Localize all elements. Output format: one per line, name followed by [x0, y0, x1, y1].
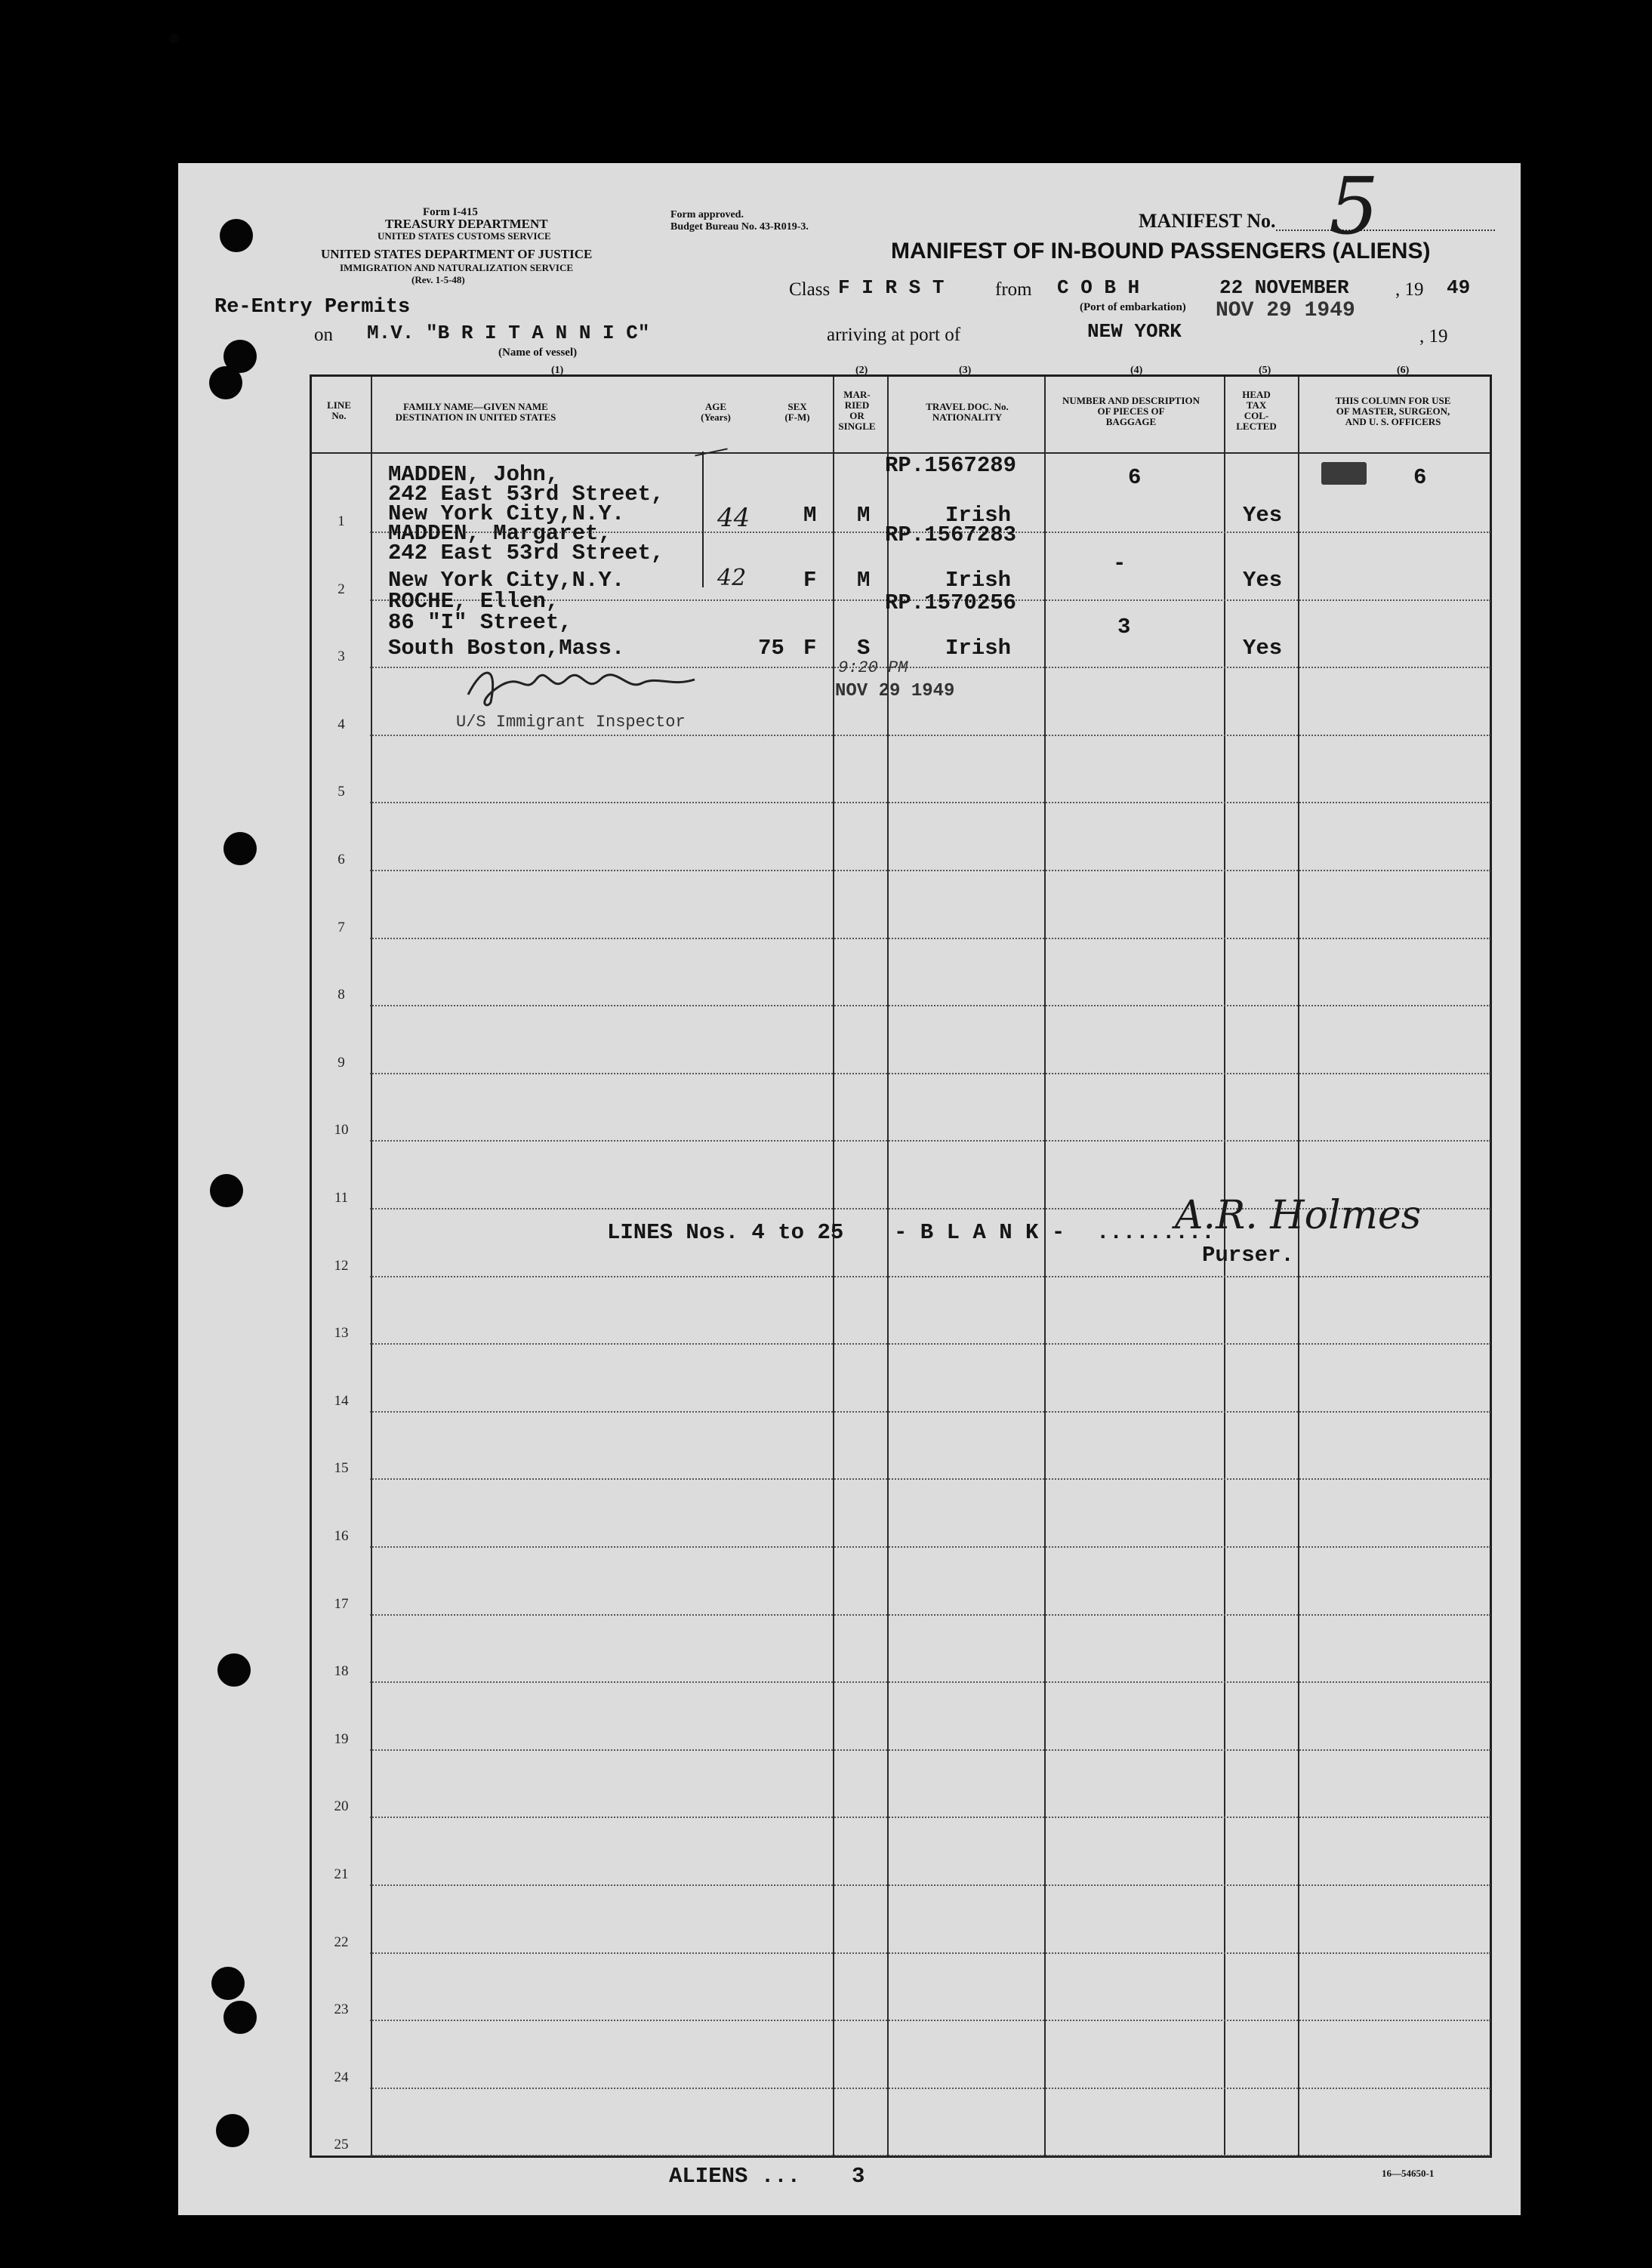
arrival-stamp-date: NOV 29 1949: [1216, 299, 1355, 322]
row-divider: [370, 2020, 1490, 2022]
line-number: 3: [337, 649, 345, 664]
row-divider: [370, 2088, 1490, 2090]
passenger-nationality: Irish: [945, 636, 1012, 661]
passenger-sex: F: [803, 636, 817, 661]
row-divider: [370, 1005, 1490, 1007]
inspector-signature-mark: [453, 657, 725, 710]
from-label: from: [995, 279, 1032, 300]
passenger-doc: RP.1567289: [885, 453, 1017, 478]
officer-stamp: [1321, 462, 1367, 485]
header-officers: THIS COLUMN FOR USE OF MASTER, SURGEON, AND U. S. OFFICERS: [1335, 395, 1451, 427]
passenger-address: 86 "I" Street,: [388, 610, 572, 635]
form-approved: Form approved.: [670, 209, 744, 220]
row-divider: [370, 870, 1490, 872]
class-value: F I R S T: [838, 276, 945, 299]
line-number: 17: [334, 1596, 349, 1612]
row-divider: [370, 1478, 1490, 1481]
row-divider: [370, 938, 1490, 940]
passenger-marital: M: [857, 503, 871, 528]
punch-hole: [169, 33, 180, 44]
punch-hole: [211, 1967, 245, 2000]
age-bracket: [702, 451, 704, 587]
line-number: 15: [334, 1460, 349, 1476]
purser-label: Purser.: [1202, 1243, 1294, 1268]
form-number: Form I-415: [423, 206, 478, 218]
arriving-label: arriving at port of: [827, 325, 961, 345]
punch-hole: [220, 219, 253, 252]
line-number: 12: [334, 1258, 349, 1274]
line-number: 18: [334, 1663, 349, 1679]
row-divider: [370, 1073, 1490, 1075]
line-number: 24: [334, 2069, 349, 2085]
header-headtax: HEAD TAX COL- LECTED: [1236, 389, 1277, 432]
col-num: (6): [1397, 365, 1410, 376]
inspection-stamp-date: NOV 29 1949: [835, 681, 955, 701]
passenger-name: MADDEN, Margaret,: [388, 521, 612, 546]
aliens-total-count: 3: [852, 2164, 865, 2189]
year-stub: , 19: [1419, 326, 1448, 347]
col-divider: [1044, 377, 1046, 2156]
line-number: 4: [337, 716, 345, 732]
row-divider: [370, 1749, 1490, 1752]
row-divider: [370, 2155, 1490, 2157]
signature-dots: .........: [1096, 1220, 1215, 1245]
col-num: (4): [1130, 365, 1143, 376]
col-divider: [833, 377, 834, 2156]
line-number: 23: [334, 2001, 349, 2017]
row-divider: [370, 802, 1490, 804]
form-revision: (Rev. 1-5-48): [411, 274, 465, 285]
line-number: 16: [334, 1528, 349, 1544]
passenger-sex: M: [803, 503, 817, 528]
reentry-permits: Re-Entry Permits: [214, 296, 411, 319]
line-number: 5: [337, 784, 345, 800]
manifest-no-label: MANIFEST No.: [1139, 210, 1276, 232]
passenger-baggage: 6: [1128, 465, 1142, 490]
row-divider: [370, 1817, 1490, 1819]
passenger-baggage: -: [1113, 551, 1127, 576]
justice-dept: UNITED STATES DEPARTMENT OF JUSTICE: [321, 247, 593, 261]
punch-hole: [223, 2001, 257, 2034]
passenger-baggage: 3: [1117, 615, 1131, 639]
purser-signature: A.R. Holmes: [1175, 1193, 1422, 1238]
line-number: 11: [334, 1190, 349, 1206]
inspector-caption: U/S Immigrant Inspector: [456, 713, 686, 732]
col-num: (3): [959, 365, 972, 376]
manifest-no-line: [1276, 230, 1495, 231]
header-sex: SEX (F-M): [784, 401, 810, 423]
passenger-address: South Boston,Mass.: [388, 636, 625, 661]
class-label: Class: [789, 279, 831, 300]
passenger-age: 75: [758, 636, 784, 661]
col-divider: [371, 377, 372, 2156]
on-label: on: [314, 325, 333, 345]
inspection-stamp-time: 9:20 PM: [838, 658, 908, 677]
port-embark-caption: (Port of embarkation): [1080, 301, 1186, 313]
line-number: 13: [334, 1325, 349, 1341]
passenger-marital: S: [857, 636, 871, 661]
punch-hole: [209, 366, 242, 399]
passenger-headtax: Yes: [1243, 636, 1283, 661]
col-num: (5): [1259, 365, 1271, 376]
passenger-age: 42: [717, 565, 747, 591]
row-divider: [370, 735, 1490, 737]
sailing-year: 49: [1447, 276, 1471, 299]
footer-code: 16—54650-1: [1382, 2168, 1435, 2179]
header-line-no: LINE No.: [327, 399, 351, 421]
header-age: AGE (Years): [701, 401, 731, 423]
punch-hole: [223, 832, 257, 865]
row-divider: [370, 1343, 1490, 1345]
line-number: 10: [334, 1122, 349, 1138]
passenger-doc: RP.1567283: [885, 522, 1017, 547]
line-number: 25: [334, 2137, 349, 2152]
officer-note: 6: [1413, 465, 1427, 490]
from-value: C O B H: [1057, 276, 1140, 299]
passenger-doc: RP.1570256: [885, 590, 1017, 615]
passenger-age: 44: [717, 503, 750, 533]
manifest-title: MANIFEST OF IN-BOUND PASSENGERS (ALIENS): [891, 239, 1431, 263]
line-number: 1: [337, 513, 345, 529]
budget-bureau: Budget Bureau No. 43-R019-3.: [670, 221, 809, 233]
aliens-total-label: ALIENS ...: [669, 2164, 801, 2189]
row-divider: [370, 1411, 1490, 1413]
row-divider: [370, 1614, 1490, 1616]
blank-marker: - B L A N K -: [894, 1220, 1065, 1245]
passenger-sex: F: [803, 568, 817, 593]
header-name: FAMILY NAME—GIVEN NAME DESTINATION IN UNITED STATES: [395, 401, 556, 423]
header-married: MAR- RIED OR SINGLE: [838, 389, 876, 432]
col-divider: [1298, 377, 1299, 2156]
passenger-nationality: Irish: [945, 503, 1012, 528]
line-number: 6: [337, 852, 345, 867]
line-number: 21: [334, 1866, 349, 1882]
vessel-name: M.V. "B R I T A N N I C": [367, 322, 650, 344]
sailing-date: 22 NOVEMBER: [1219, 276, 1349, 299]
manifest-number: 5: [1329, 160, 1379, 252]
header-baggage: NUMBER AND DESCRIPTION OF PIECES OF BAGGAGE: [1062, 395, 1200, 427]
line-number: 14: [334, 1393, 349, 1409]
header-travel: TRAVEL DOC. No. NATIONALITY: [926, 401, 1009, 423]
passenger-name: MADDEN, John,: [388, 462, 559, 487]
line-number: 22: [334, 1934, 349, 1950]
line-number: 19: [334, 1731, 349, 1747]
inspector-signature: [453, 657, 725, 710]
passenger-address: 242 East 53rd Street,: [388, 482, 664, 507]
col-num: (1): [551, 365, 564, 376]
line-number: 7: [337, 920, 345, 935]
passenger-headtax: Yes: [1243, 503, 1283, 528]
punch-hole: [216, 2114, 249, 2147]
row-divider: [370, 1884, 1490, 1887]
col-divider: [887, 377, 889, 2156]
passenger-address: 242 East 53rd Street,: [388, 541, 664, 565]
passenger-nationality: Irish: [945, 568, 1012, 593]
row-divider: [370, 1140, 1490, 1142]
passenger-marital: M: [857, 568, 871, 593]
year-prefix: , 19: [1395, 279, 1424, 300]
vessel-caption: (Name of vessel): [498, 347, 578, 359]
row-divider: [370, 1276, 1490, 1278]
row-divider: [370, 1546, 1490, 1548]
line-number: 8: [337, 987, 345, 1003]
passenger-name: ROCHE, Ellen,: [388, 589, 559, 614]
punch-hole: [210, 1174, 243, 1207]
passenger-address: New York City,N.Y.: [388, 501, 625, 526]
passenger-address: New York City,N.Y.: [388, 568, 625, 593]
row-divider: [370, 1952, 1490, 1955]
blank-lines-note: LINES Nos. 4 to 25: [607, 1220, 844, 1245]
treasury-dept: TREASURY DEPARTMENT: [385, 217, 548, 231]
line-number: 9: [337, 1055, 345, 1071]
punch-hole: [217, 1653, 251, 1687]
row-divider: [370, 1681, 1490, 1684]
col-num: (2): [855, 365, 868, 376]
line-number: 20: [334, 1798, 349, 1814]
passenger-headtax: Yes: [1243, 568, 1283, 593]
customs-service: UNITED STATES CUSTOMS SERVICE: [378, 230, 551, 242]
immigration-service: IMMIGRATION AND NATURALIZATION SERVICE: [340, 262, 574, 273]
arriving-port: NEW YORK: [1087, 320, 1182, 343]
line-number: 2: [337, 581, 345, 597]
